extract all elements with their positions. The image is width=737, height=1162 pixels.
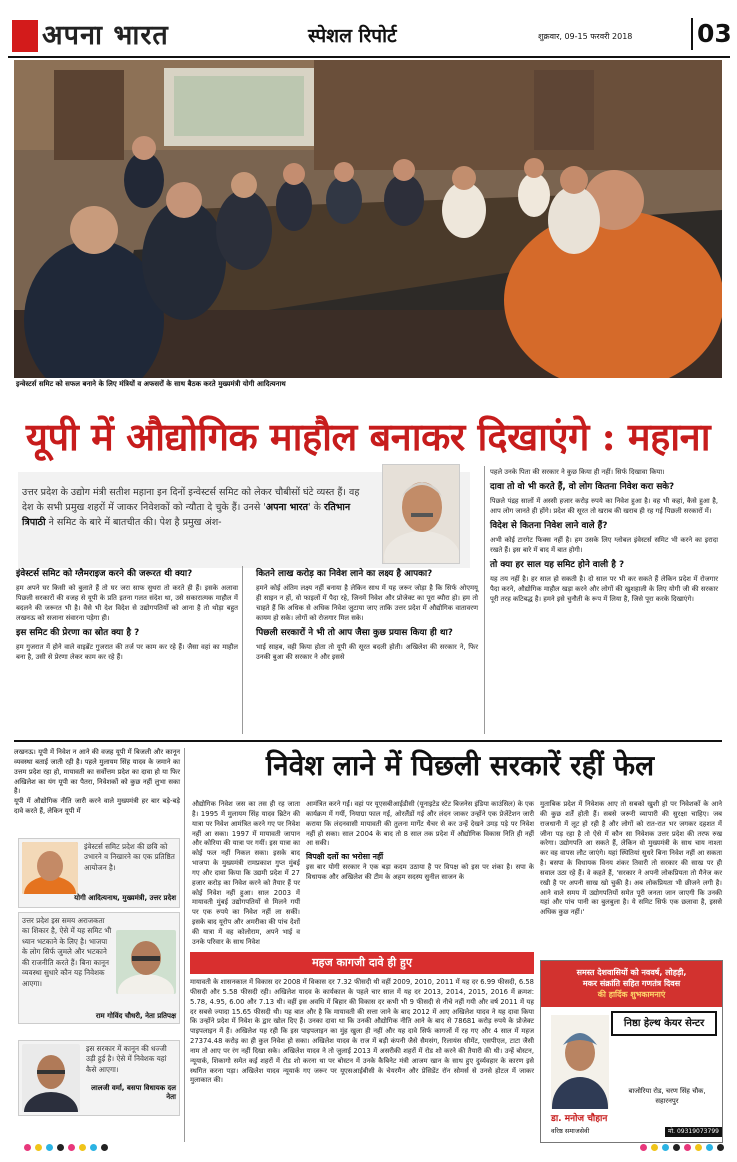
body-paragraph: इस बार योगी सरकार ने एक बड़ा कदम उठाया है पर विपक्ष को इस पर शंका है। सपा के विधायक और अखिलेश की टीम के अहम सदस्य सुनील साजन के <box>306 863 534 881</box>
body-column-3: मुताबिक प्रदेश में निवेशक आए तो सबको खुशी हो पर निवेशकों के आने की कुछ शर्तें होती हैं। सबसे जरूरी व्यापारी की सुरक्षा चाहिए। जब राजधानी में लूट हो रही है और लोगों को रात-रात भर जगकर दहशत में जीना पड़ रहा है तो ऐसे में कौन सा निवेशक उत्तर प्रदेश की तरफ रुख करेगा। उद्योगपति आ सकते हैं, लेकिन वो मुख्यमंत्री के साथ चाय नाश्ता कर वह वापस लौट जाएंगे। यहां स्थितियां सुधरे बिना निवेश नहीं आ सकता है। बसपा के विधायक विनय शंकर तिवारी तो सरकार की साख पर ही सवाल उठा रहे हैं। वे कहते हैं, 'सरकार ने अपनी लोकप्रियता तो मैनेज कर रखी है पर अपनी साख खो चुकी है। अब लोकप्रियता भी छीजने लगी है। आने वाले समय में उद्योगपतियों समेत पूरी जनता जान जाएगी कि उनकी यहां और पांच पानी का बुलबुला है। ये समिट सिर्फ एक छलावा है, इससे अधिक कुछ नहीं।' <box>540 800 722 917</box>
intro-text-part: ' के <box>308 502 324 514</box>
color-dot <box>35 1144 42 1151</box>
yogi-photo <box>22 842 78 894</box>
quote-text-2: उत्तर प्रदेश इस समय अराजकता का शिकार है, ऐसे में यह समिट भी ध्यान भटकाने के लिए है। भाजपा के लोग सिर्फ जुमले और भटकाने की राजनीति करते हैं। बिना कानून व्यवस्था सुधारे कौन यह निवेशक आएगा। <box>22 916 112 988</box>
intro-text-part: ने समिट के बारे में बातचीत की। पेश है प्रमुख अंश- <box>45 517 222 529</box>
qa-column-1 <box>16 566 238 667</box>
main-headline: यूपी में औद्योगिक माहौल बनाकर दिखाएंगे : महाना <box>25 414 711 459</box>
ram-govind-photo <box>116 930 176 994</box>
ad-address: बाजोरिया रोड, चरण सिंह चौक, सहारनपुर <box>628 1087 706 1105</box>
color-dot <box>24 1144 31 1151</box>
ad-brand: निष्ठा हेल्थ केयर सेन्टर <box>611 1011 717 1036</box>
color-dot <box>706 1144 713 1151</box>
intro-text <box>22 485 362 531</box>
color-dot <box>79 1144 86 1151</box>
body-column-2 <box>306 800 534 883</box>
question: विदेश से कितना निवेश लाने वाले हैं? <box>490 520 608 531</box>
minister-portrait <box>382 464 460 564</box>
ad-greeting-line: मकर संक्रांति सहित गणतंत्र दिवस <box>582 979 681 989</box>
page-number: 03 <box>691 18 732 50</box>
question: तो क्या हर साल यह समिट होने वाली है ? <box>490 560 625 571</box>
quote-text-3: इस सरकार में कानून की धज्जी उड़ी हुई है। ऐसे में निवेशक यहां कैसे आएगा। <box>86 1044 167 1074</box>
intro-text-part: उत्तर प्रदेश के उद्योग मंत्री सतीश महाना इन दिनों इन्वेस्टर्स समिट को लेकर चौबीसों घंटे व्यस्त हैं। वह देश के सभी प्रमुख शहरों में जाकर निवेशकों को न्यौता दे चुके हैं। उनसे ' <box>22 487 360 514</box>
second-headline: निवेश लाने में पिछली सरकारें रहीं फेल <box>265 749 655 782</box>
color-dot <box>651 1144 658 1151</box>
ad-greeting-line: समस्त देशवासियों को नववर्ष, लोहड़ी, <box>576 968 687 977</box>
meeting-photo <box>14 60 722 378</box>
color-dot <box>717 1144 724 1151</box>
section-rule <box>14 740 722 742</box>
lalji-verma-photo <box>22 1044 80 1112</box>
color-dot <box>695 1144 702 1151</box>
greeting-advertisement <box>540 960 723 1143</box>
intro-newspaper-name: अपना भारत <box>265 502 309 514</box>
color-dot <box>662 1144 669 1151</box>
quote-name-1: योगी आदित्यनाथ, मुख्यमंत्री, उत्तर प्रदेश <box>74 894 176 902</box>
body-column-1: औद्योगिक निवेश जस का तस ही रह जाता है। 1995 में मुलायम सिंह यादव ब्रिटेन की यात्रा पर निवेश आमंत्रित करने गए पर निवेश नहीं आ सका। 1997 में मायावती जापान और कोरिया की यात्रा पर गयीं। इस यात्रा का कोई फल नहीं निकल सका। इसके बाद भाजपा के मुख्यमंत्री रामप्रकाश गुप्त मुंबई गए और दावा किया कि उद्यमी प्रदेश में 27 हजार करोड़ का निवेश करने को तैयार हैं पर कोई निवेश नहीं हुआ। साल 2003 में मायावती मुंबई उद्योगपतियों से मिलने गयीं पर एक रुपये का निवेश नहीं ला सकीं। इसके बाद यूरोप और अमरीका की पांच देशों की यात्रा में वह कोलोराम, अपने भाई व उनके परिवार के साथ निवेश <box>192 800 300 946</box>
sub-story-heading: महज कागजी दावे ही हुए <box>190 952 534 974</box>
ad-person-photo <box>551 1015 609 1109</box>
quote-name-3: लालजी वर्मा, बसपा विधायक दल नेता <box>91 1084 176 1102</box>
color-dot <box>101 1144 108 1151</box>
answer: हम अपने घर किसी को बुलाते हैं तो घर जरा साफ सुथरा तो करते ही हैं। इसके अलावा पिछली सरकारों की वजह से यूपी के प्रति इतना गलत संदेश था, उसे सकारात्मक माहौल में बदलने की जरूरत भी है। वैसे भी देश विदेश से उद्योगपतियों को आना है तो थोड़ा बहुत लखनऊ को सजाना संवारना पड़ेगा ही। <box>16 584 238 622</box>
photo-caption: इन्वेस्टर्स समिट को सफल बनाने के लिए मंत्रियों व अफसरों के साथ बैठक करते मुख्यमंत्री योगी आदित्यनाथ <box>16 380 286 388</box>
color-dot <box>68 1144 75 1151</box>
color-dot <box>57 1144 64 1151</box>
sub-story-text: मायावती के शासनकाल में विकास दर 2008 में विकास दर 7.32 फीसदी थी वहीं 2009, 2010, 2011 में यह दर 6.99 फीसदी, 6.58 फीसदी और 5.58 फीसदी रही। अखिलेश यादव के कार्यकाल के पहले चार साल में यह दर 2013, 2014, 2015, 2016 में क्रमश: 5.78, 4.95, 6.00 और 7.13 थी। वहीं इस अवधि में बिहार की विकास दर कभी भी 9 फीसदी से नीचे नहीं गयी और वर्ष 2011 में यह दर सबसे ज्यादा 15.65 फीसदी थी। यह बात और है कि मायावती की सत्ता जाने के बाद 2012 में आए अखिलेश यादव ने यह दावा किया कि उन्होंने प्रदेश में निवेश के द्वार खोल दिए हैं। उनका दावा था कि उनकी औद्योगिक नीति आने के बाद से 78681 करोड़ रुपये के प्रोजेक्ट पाइपलाइन में हैं। अखिलेश यह रही कि इस पाइपलाइन का मुंह खुला ही नहीं और यह दावे सिर्फ कागजों में रह गए और 4 साल में महज 27374.48 करोड़ का ही कुल निवेश हो सका। अखिलेश यादव के राज में बड़ी कंपनी जैसे सैमसंग, रिलायंस सीमेंट, एसपीएल, टाटा जैसी नाम तो आए पर रंग नहीं दिखा सके। अखिलेश यादव ने तो जुलाई 2013 में असरीकी शहरों में रोड शो करने की तैयारी की थी। उन्हें बोस्टन, न्यूयार्क, शिकागो समेत कई शहरों में रोड शो करना था पर बोस्टन में उनके कैबिनेट मंत्री आजम खान के साथ हुए दुर्व्यवहार के कारण इसे स्थगित करना पड़ा। अखिलेश यादव न्यूयार्क गए जरूर पर यूएसआईबीसी के चेयरमैन और प्रेसिडेंट रॉन सोमर्स से उनसे होटल में जाकर मुलाकात की। <box>190 978 534 1085</box>
ad-greeting <box>541 961 722 1007</box>
answer: भाई साहब, वही किया होता तो यूपी की सूरत बदली होती। अखिलेश की सरकार ने, फिर उनकी बुआ की सरकार ने और इससे <box>256 643 478 662</box>
column-divider <box>484 466 485 734</box>
column-divider <box>242 566 243 734</box>
body-paragraph: आमंत्रित करने गईं। वहां पर यूएसबीआईडीसी (यूनाइटेड स्टेट बिजनेस इंडिया काउंसिल) के एक कार्यक्रम में गयीं, नियाग्रा फाल गईं, ओरलैंडों गई और लंदन जाकर उन्होंने एक प्रेजेंटेशन जारी कराया कि लंदनवासी मायावती की तुलना मार्गेट थैचर से कर उन्हें देखने उमड़ पड़े पर निवेश नहीं हो सका। साल 2004 के बाद तो 8 साल तक प्रदेश में औद्योगिक विकास निति ही नहीं आ सकी। <box>306 800 534 848</box>
answer: यह तय नहीं है। हर साल हो सकती है। दो साल पर भी कर सकते हैं लेकिन प्रदेश में रोजगार पैदा करने, औद्योगिक माहौल खड़ा करने और लोगों की खुशहाली के लिए योगी जी की सरकार पूरी तरह कटिबद्ध है। हमने इसे चुनौती के रूप में लिया है, जिसे पूरा करके दिखाएंगे। <box>490 575 718 604</box>
masthead-rule <box>8 56 730 58</box>
answer: अभी कोई टारगेट फिक्स नहीं है। हम उसके लिए ग्लोबल इंवेस्टर्स समिट भी करने का इरादा रखते हैं। इस बारे में बाद में बात होगी। <box>490 536 718 555</box>
footer-color-dots-right <box>640 1144 724 1151</box>
question: इंवेस्टर्स समिट को ग्लैमराइज करने की जरूरत थी क्या? <box>16 569 193 579</box>
intro-reporter-name: रतिभान त्रिपाठी <box>22 502 351 529</box>
question: इस समिट की प्रेरणा का स्रोत क्या है ? <box>16 627 140 638</box>
qa-column-2 <box>256 566 478 667</box>
column-divider <box>184 748 185 1142</box>
quote-text-1: इंवेस्टर्स समिट प्रदेश की छवि को उभारने व निखारने का एक प्रतिष्ठित आयोजन है। <box>84 842 175 872</box>
lower-left-text: लखनऊ। यूपी में निवेश न आने की वजह यूपी में बिजली और कानून व्यवस्था बताई जाती रही है। पहले मुलायम सिंह यादव के जमाने का उत्तम प्रदेश रहा हो, मायावती का सर्वोत्तम प्रदेश का दावा हो या फिर अखिलेश का यंग यूपी का पैतरा, निवेशकों को कुछ नहीं लुभा सका है। यूपी में औद्योगिक नीति जारी करने वाले मुख्यमंत्री हर बार बड़े-बड़े दावे करते हैं, लेकिन यूपी में <box>14 748 180 816</box>
footer-color-dots-left <box>24 1144 108 1151</box>
color-dot <box>673 1144 680 1151</box>
answer: हमने कोई अंतिम लक्ष्य नहीं बनाया है लेकिन साथ में यह जरूर जोड़ा है कि सिर्फ ओएमयू ही साइन न हों, वो फाइलों में पैदा रहे, जिनमें निवेश और प्रोजेक्ट का पूरा ब्यौरा हो। हम तो चाहते हैं कि अधिक से अधिक निवेश जुटाया जाए ताकि उत्तर प्रदेश में औद्योगिक वातावरण कायम हो सके। लोगों को रोजगार मिल सके। <box>256 584 478 622</box>
qa-column-3 <box>490 468 718 609</box>
color-dot <box>90 1144 97 1151</box>
body-subheading: विपक्षी दलों का भरोसा नहीं <box>306 852 384 862</box>
ad-person-role: वरिष्ठ समाजसेवी <box>551 1127 590 1135</box>
color-dot <box>640 1144 647 1151</box>
question: पिछली सरकारों ने भी तो आप जैसा कुछ प्रयास किया ही था? <box>256 627 453 638</box>
brand-name: अपना भारत <box>42 20 169 51</box>
answer: पिछले पंद्रह सालों में अस्सी हजार करोड़ रुपये का निवेश हुआ है। वह भी कहां, कैसे हुआ है, आप लोग जानते ही होंगे। प्रदेश की सूरत तो खराब की खराब ही रह गई पिछली सरकारों में। <box>490 497 718 516</box>
quote-name-2: राम गोविंद चौधरी, नेता प्रतिपक्ष <box>95 1012 176 1020</box>
color-dot <box>684 1144 691 1151</box>
ad-person-name: डा. मनोज चौहान <box>551 1114 608 1124</box>
color-dot <box>46 1144 53 1151</box>
brand-red-block <box>12 20 38 52</box>
question: दावा तो वो भी करते हैं, वो लोग कितना निवेश करा सके? <box>490 481 675 492</box>
answer: पहले उनके पिता की सरकार ने कुछ किया ही नहीं। सिर्फ दिखावा किया। <box>490 468 665 476</box>
question: कितने लाख करोड़ का निवेश लाने का लक्ष्य है आपका? <box>256 569 433 579</box>
answer: हम गुजरात में होने वाले वाइब्रेंट गुजरात की तर्ज पर काम कर रहे हैं। जैसा वहां का माहौल बना है, उसी से प्रेरणा लेकर काम कर रहे हैं। <box>16 643 238 662</box>
section-title: स्पेशल रिपोर्ट <box>308 25 397 47</box>
masthead <box>8 10 730 54</box>
ad-greeting-line: की हार्दिक शुभकामनाएं <box>597 990 666 1000</box>
issue-date: शुक्रवार, 09-15 फरवरी 2018 <box>538 32 633 41</box>
ad-phone: मो. 09319073799 <box>665 1127 722 1137</box>
